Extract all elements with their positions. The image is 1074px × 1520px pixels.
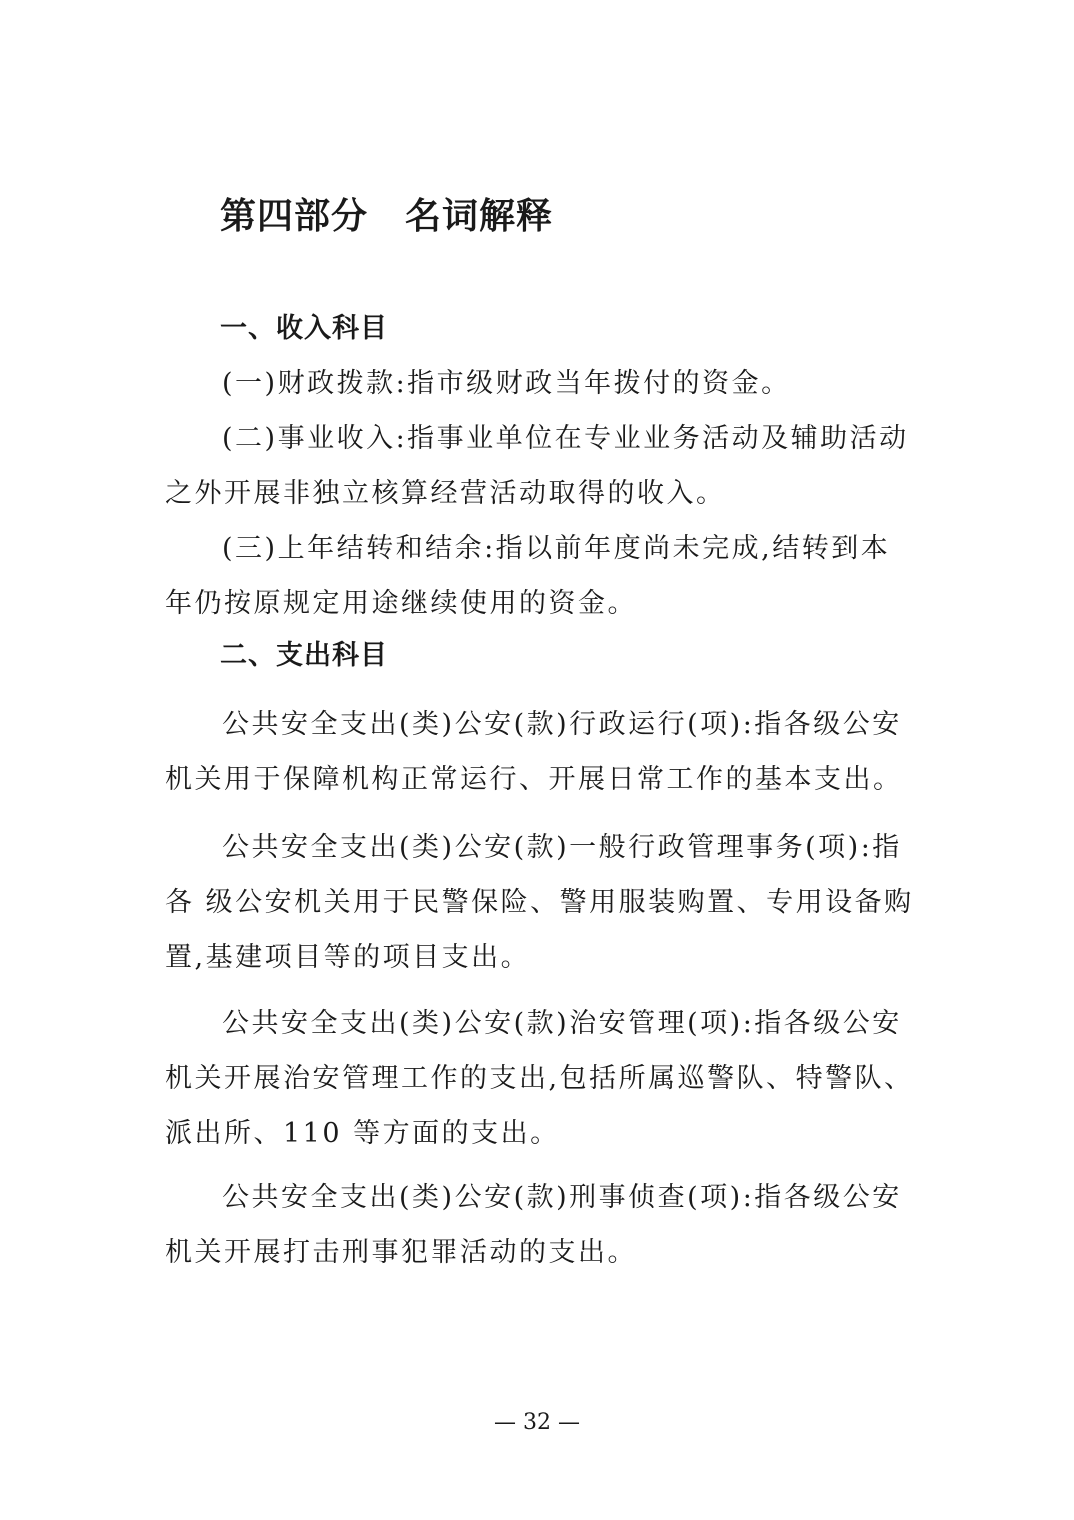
paragraph-general-admin: 公共安全支出(类)公安(款)一般行政管理事务(项):指各 级公安机关用于民警保险、警用服装购置、专用设备购置,基建项目等的项目支出。 (165, 832, 914, 973)
paragraph-carryover: (三)上年结转和结余:指以前年度尚未完成,结转到本年仍按原规定用途继续使用的资金。 (165, 533, 891, 619)
page-title: 第四部分 名词解释 (220, 196, 554, 237)
page-number: — 32 — (494, 1410, 580, 1435)
section-heading-expenditure: 二、支出科目 (220, 640, 388, 671)
paragraph-public-order: 公共安全支出(类)公安(款)治安管理(项):指各级公安机关开展治安管理工作的支出,包括所属巡警队、特警队、派出所、110 等方面的支出。 (165, 1008, 914, 1149)
paragraph-business-income: (二)事业收入:指事业单位在专业业务活动及辅助活动之外开展非独立核算经营活动取得的收入。 (165, 423, 909, 509)
paragraph-criminal-investigation: 公共安全支出(类)公安(款)刑事侦查(项):指各级公安机关开展打击刑事犯罪活动的支出。 (165, 1182, 902, 1268)
paragraph-admin-operation: 公共安全支出(类)公安(款)行政运行(项):指各级公安机关用于保障机构正常运行、开展日常工作的基本支出。 (165, 709, 903, 795)
paragraph-fiscal-allocation: (一)财政拨款:指市级财政当年拨付的资金。 (222, 368, 791, 399)
section-heading-income: 一、收入科目 (220, 313, 388, 344)
